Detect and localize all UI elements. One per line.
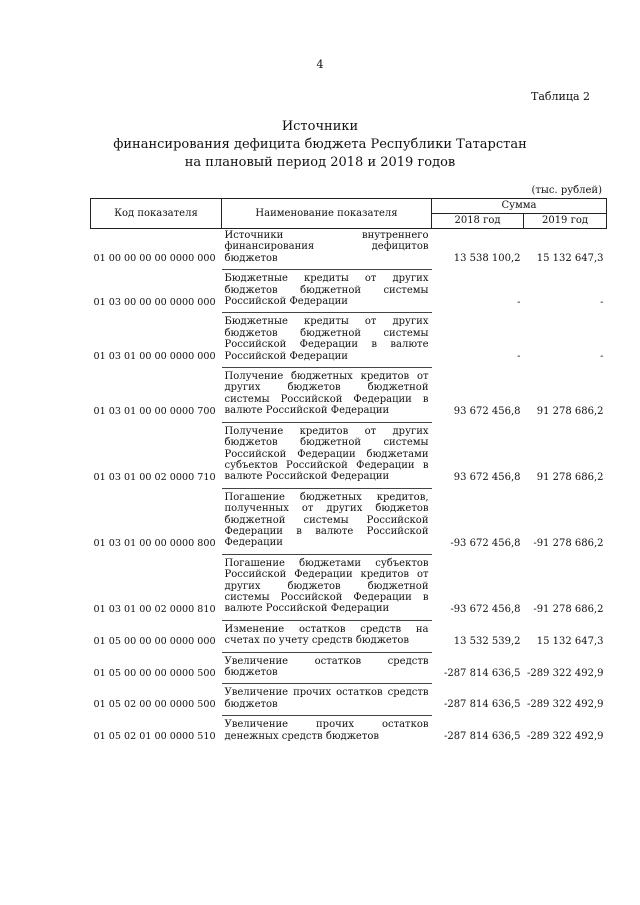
row-name: Погашение бюджетных кредитов, полученных от других бюджетов бюджетной системы Российской Федерации в валюте Российской Федерации — [224, 491, 429, 549]
row-code: 01 03 01 00 02 0000 810 — [93, 603, 216, 615]
table-row — [91, 686, 607, 715]
row-name: Погашение бюджетами субъектов Российской Федерации кредитов от других бюджетов бюджетной системы Российской Федерации в валюте Российской Федерации — [224, 557, 429, 615]
row-code: 01 03 01 00 00 0000 700 — [93, 405, 216, 417]
table-title — [0, 118, 640, 172]
header-year-2018: 2018 год — [432, 214, 524, 229]
row-value-2018: -93 672 456,8 — [450, 603, 521, 615]
row-code: 01 03 01 00 00 0000 800 — [93, 537, 216, 549]
header-name: Наименование показателя — [222, 199, 432, 229]
row-name: Изменение остатков средств на счетах по учету средств бюджетов — [224, 623, 429, 647]
row-value-2018: - — [517, 351, 521, 363]
row-value-2019: -91 278 686,2 — [533, 537, 604, 549]
row-value-2019: -289 322 492,9 — [526, 667, 604, 679]
row-name: Бюджетные кредиты от других бюджетов бюджетной системы Российской Федерации — [224, 273, 429, 308]
row-name: Увеличение прочих остатков средств бюджетов — [224, 687, 429, 710]
table-row — [91, 229, 607, 270]
row-value-2019: -289 322 492,9 — [526, 730, 604, 742]
row-value-2018: 13 538 100,2 — [453, 253, 521, 265]
row-value-2018: -287 814 636,5 — [443, 730, 521, 742]
row-name: Получение кредитов от других бюджетов бюджетной системы Российской Федерации бюджетами субъектов Российской Федерации в валюте Российской Федерации — [224, 425, 429, 483]
title-line-2: финансирования дефицита бюджета Республики Татарстан — [113, 137, 527, 152]
row-value-2019: 91 278 686,2 — [536, 405, 604, 417]
title-line-3: на плановый период 2018 и 2019 годов — [184, 155, 456, 170]
row-value-2018: 93 672 456,8 — [453, 405, 521, 417]
row-code: 01 05 02 01 00 0000 510 — [93, 730, 216, 742]
row-code: 01 05 02 00 00 0000 500 — [93, 699, 216, 711]
row-name: Получение бюджетных кредитов от других бюджетов бюджетной системы Российской Федерации в валюте Российской Федерации — [224, 371, 429, 417]
table-row — [91, 315, 607, 367]
row-name: Бюджетные кредиты от других бюджетов бюджетной системы Российской Федерации в валюте Российской Федерации — [224, 316, 429, 362]
header-sum: Сумма — [432, 199, 607, 214]
row-code: 01 03 00 00 00 0000 000 — [93, 296, 216, 308]
row-value-2018: 93 672 456,8 — [453, 471, 521, 483]
row-value-2018: - — [517, 296, 521, 308]
row-value-2018: -93 672 456,8 — [450, 537, 521, 549]
units-label: (тыс. рублей) — [531, 185, 602, 196]
header-year-2019: 2019 год — [524, 214, 607, 229]
row-name: Источники внутреннего финансирования дефицитов бюджетов — [224, 230, 429, 264]
row-value-2019: -91 278 686,2 — [533, 603, 604, 615]
table-row — [91, 557, 607, 621]
table-body — [91, 229, 607, 748]
page-number: 4 — [316, 58, 324, 71]
row-code: 01 03 01 00 02 0000 710 — [93, 471, 216, 483]
row-name: Увеличение остатков средств бюджетов — [224, 655, 429, 678]
title-line-1: Источники — [281, 119, 359, 134]
row-value-2019: 91 278 686,2 — [536, 471, 604, 483]
row-value-2019: - — [600, 351, 604, 363]
row-value-2018: -287 814 636,5 — [443, 699, 521, 711]
sources-table — [90, 198, 607, 747]
table-label: Таблица 2 — [531, 90, 590, 103]
table-row — [91, 272, 607, 313]
row-value-2018: -287 814 636,5 — [443, 667, 521, 679]
row-value-2019: -289 322 492,9 — [526, 699, 604, 711]
row-name: Увеличение прочих остатков денежных средств бюджетов — [224, 719, 429, 742]
row-value-2019: 15 132 647,3 — [536, 635, 604, 647]
table-row — [91, 370, 607, 422]
table-row — [91, 655, 607, 684]
table-row — [91, 623, 607, 652]
row-value-2019: 15 132 647,3 — [536, 253, 604, 265]
row-code: 01 05 00 00 00 0000 000 — [93, 635, 216, 647]
header-code: Код показателя — [91, 199, 222, 229]
row-code: 01 00 00 00 00 0000 000 — [93, 253, 216, 265]
row-code: 01 05 00 00 00 0000 500 — [93, 667, 216, 679]
table-row — [91, 491, 607, 555]
table-row — [91, 425, 607, 489]
table-row — [91, 718, 607, 747]
row-code: 01 03 01 00 00 0000 000 — [93, 351, 216, 363]
row-value-2019: - — [600, 296, 604, 308]
row-value-2018: 13 532 539,2 — [453, 635, 521, 647]
